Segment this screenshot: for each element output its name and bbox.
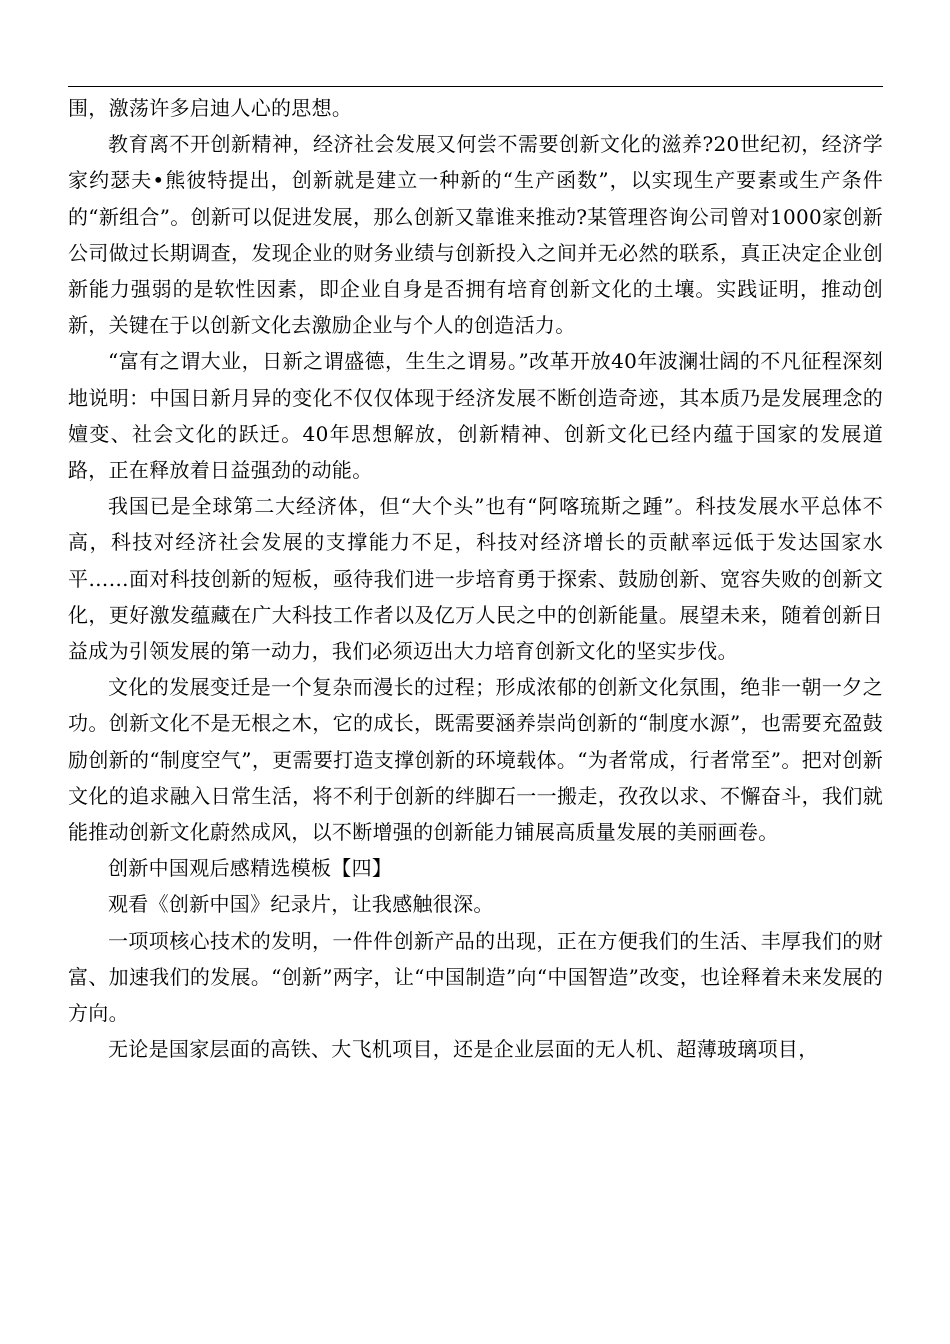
paragraph-second-economy: 我国已是全球第二大经济体，但“大个头”也有“阿喀琉斯之踵”。科技发展水平总体不高，科技对经济社会发展的支撑能力不足，科技对经济增长的贡献率远低于发达国家水平……面对科技创新的短板，亟待我们进一步培育勇于探索、鼓励创新、宽容失败的创新文化，更好激发蕴藏在广大科技工作者以及亿万人民之中的创新能量。展望未来，随着创新日益成为引领发展的第一动力，我们必须迈出大力培育创新文化的坚实步伐。 [68,494,883,664]
paragraph-continuation: 围，激荡许多启迪人心的思想。 [68,96,353,120]
header-rule [68,86,883,87]
paragraph-documentary: 观看《创新中国》纪录片，让我感触很深。 [108,892,494,917]
paragraph-national-projects: 无论是国家层面的高铁、大飞机项目，还是企业层面的无人机、超薄玻璃项目， [108,1037,819,1062]
paragraph-reform-opening: “富有之谓大业，日新之谓盛德，生生之谓易。”改革开放40年波澜壮阔的不凡征程深刻地说明：中国日新月异的变化不仅仅体现于经济发展不断创造奇迹，其本质乃是发展理念的嬗变、社会文化的跃迁。40年思想解放，创新精神、创新文化已经内蕴于国家的发展道路，正在释放着日益强劲的动能。 [68,349,883,483]
paragraph-cultural-change: 文化的发展变迁是一个复杂而漫长的过程；形成浓郁的创新文化氛围，绝非一朝一夕之功。创新文化不是无根之木，它的成长，既需要涵养崇尚创新的“制度水源”，也需要充盈鼓励创新的“制度空气”，更需要打造支撑创新的环境载体。“为者常成，行者常至”。把对创新文化的追求融入日常生活，将不利于创新的绊脚石一一搬走，孜孜以求、不懈奋斗，我们就能推动创新文化蔚然成风，以不断增强的创新能力铺展高质量发展的美丽画卷。 [68,675,883,845]
paragraph-innovation-culture: 教育离不开创新精神，经济社会发展又何尝不需要创新文化的滋养?20世纪初，经济学家约瑟夫•熊彼特提出，创新就是建立一种新的“生产函数”，以实现生产要素或生产条件的“新组合”。创新可以促进发展，那么创新又靠谁来推动?某管理咨询公司曾对1000家创新公司做过长期调查，发现企业的财务业绩与创新投入之间并无必然的联系，真正决定企业创新能力强弱的是软性因素，即企业自身是否拥有培育创新文化的土壤。实践证明，推动创新，关键在于以创新文化去激励企业与个人的创造活力。 [68,132,883,338]
document-body [68,90,883,1067]
section-heading: 创新中国观后感精选模板【四】 [108,856,393,881]
paragraph-core-technology: 一项项核心技术的发明，一件件创新产品的出现，正在方便我们的生活、丰厚我们的财富、加速我们的发展。“创新”两字，让“中国制造”向“中国智造”改变，也诠释着未来发展的方向。 [68,928,883,1026]
